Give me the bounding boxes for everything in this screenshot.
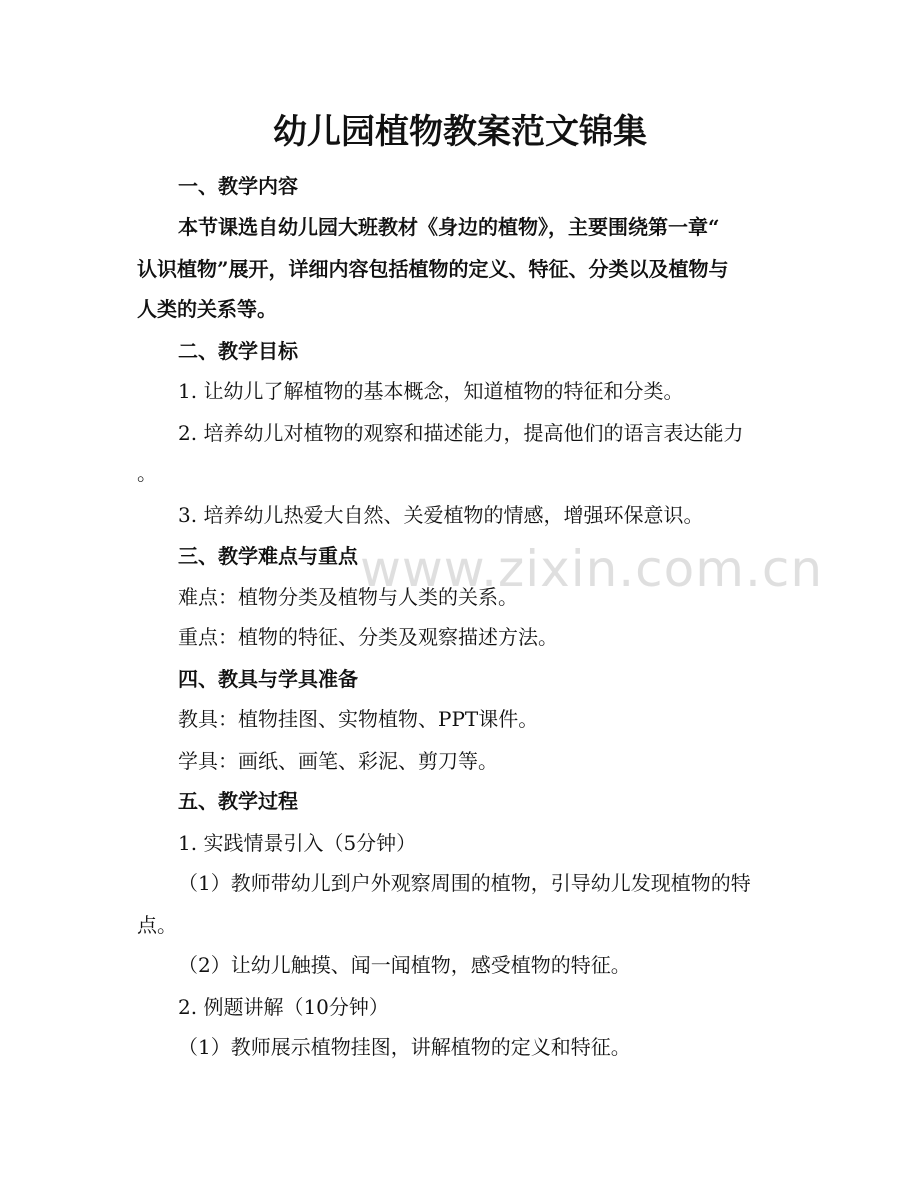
list-item: （1）教师展示植物挂图，讲解植物的定义和特征。 [178,1035,631,1059]
list-item: 2. 培养幼儿对植物的观察和描述能力，提高他们的语言表达能力 [178,421,744,445]
heading-teaching-process: 五、教学过程 [178,789,298,813]
paragraph-line: 教具：植物挂图、实物植物、PPT课件。 [178,707,539,731]
list-item: 2. 例题讲解（10分钟） [178,995,389,1019]
document-title: 幼儿园植物教案范文锦集 [273,112,647,152]
list-item-continuation: 点。 [137,913,177,937]
paragraph-line: 认识植物”展开，详细内容包括植物的定义、特征、分类以及植物与 [137,257,729,281]
list-item: 1. 实践情景引入（5分钟） [178,831,417,855]
paragraph-line: 学具：画纸、画笔、彩泥、剪刀等。 [178,749,498,773]
heading-difficulties: 三、教学难点与重点 [178,544,358,568]
paragraph-line: 难点：植物分类及植物与人类的关系。 [178,585,518,609]
list-item: 3. 培养幼儿热爱大自然、关爱植物的情感，增强环保意识。 [178,503,704,527]
paragraph-line: 人类的关系等。 [137,297,277,321]
paragraph-line: 本节课选自幼儿园大班教材《身边的植物》，主要围绕第一章“ [178,215,720,239]
heading-teaching-content: 一、教学内容 [178,174,298,198]
list-item: 1. 让幼儿了解植物的基本概念，知道植物的特征和分类。 [178,379,684,403]
heading-teaching-aids: 四、教具与学具准备 [178,667,358,691]
list-item-continuation: 。 [137,461,157,485]
heading-teaching-goals: 二、教学目标 [178,339,298,363]
paragraph-line: 重点：植物的特征、分类及观察描述方法。 [178,625,558,649]
watermark: www.zixin.com.cn [360,540,824,598]
list-item: （2）让幼儿触摸、闻一闻植物，感受植物的特征。 [178,953,631,977]
list-item: （1）教师带幼儿到户外观察周围的植物，引导幼儿发现植物的特 [178,871,751,895]
